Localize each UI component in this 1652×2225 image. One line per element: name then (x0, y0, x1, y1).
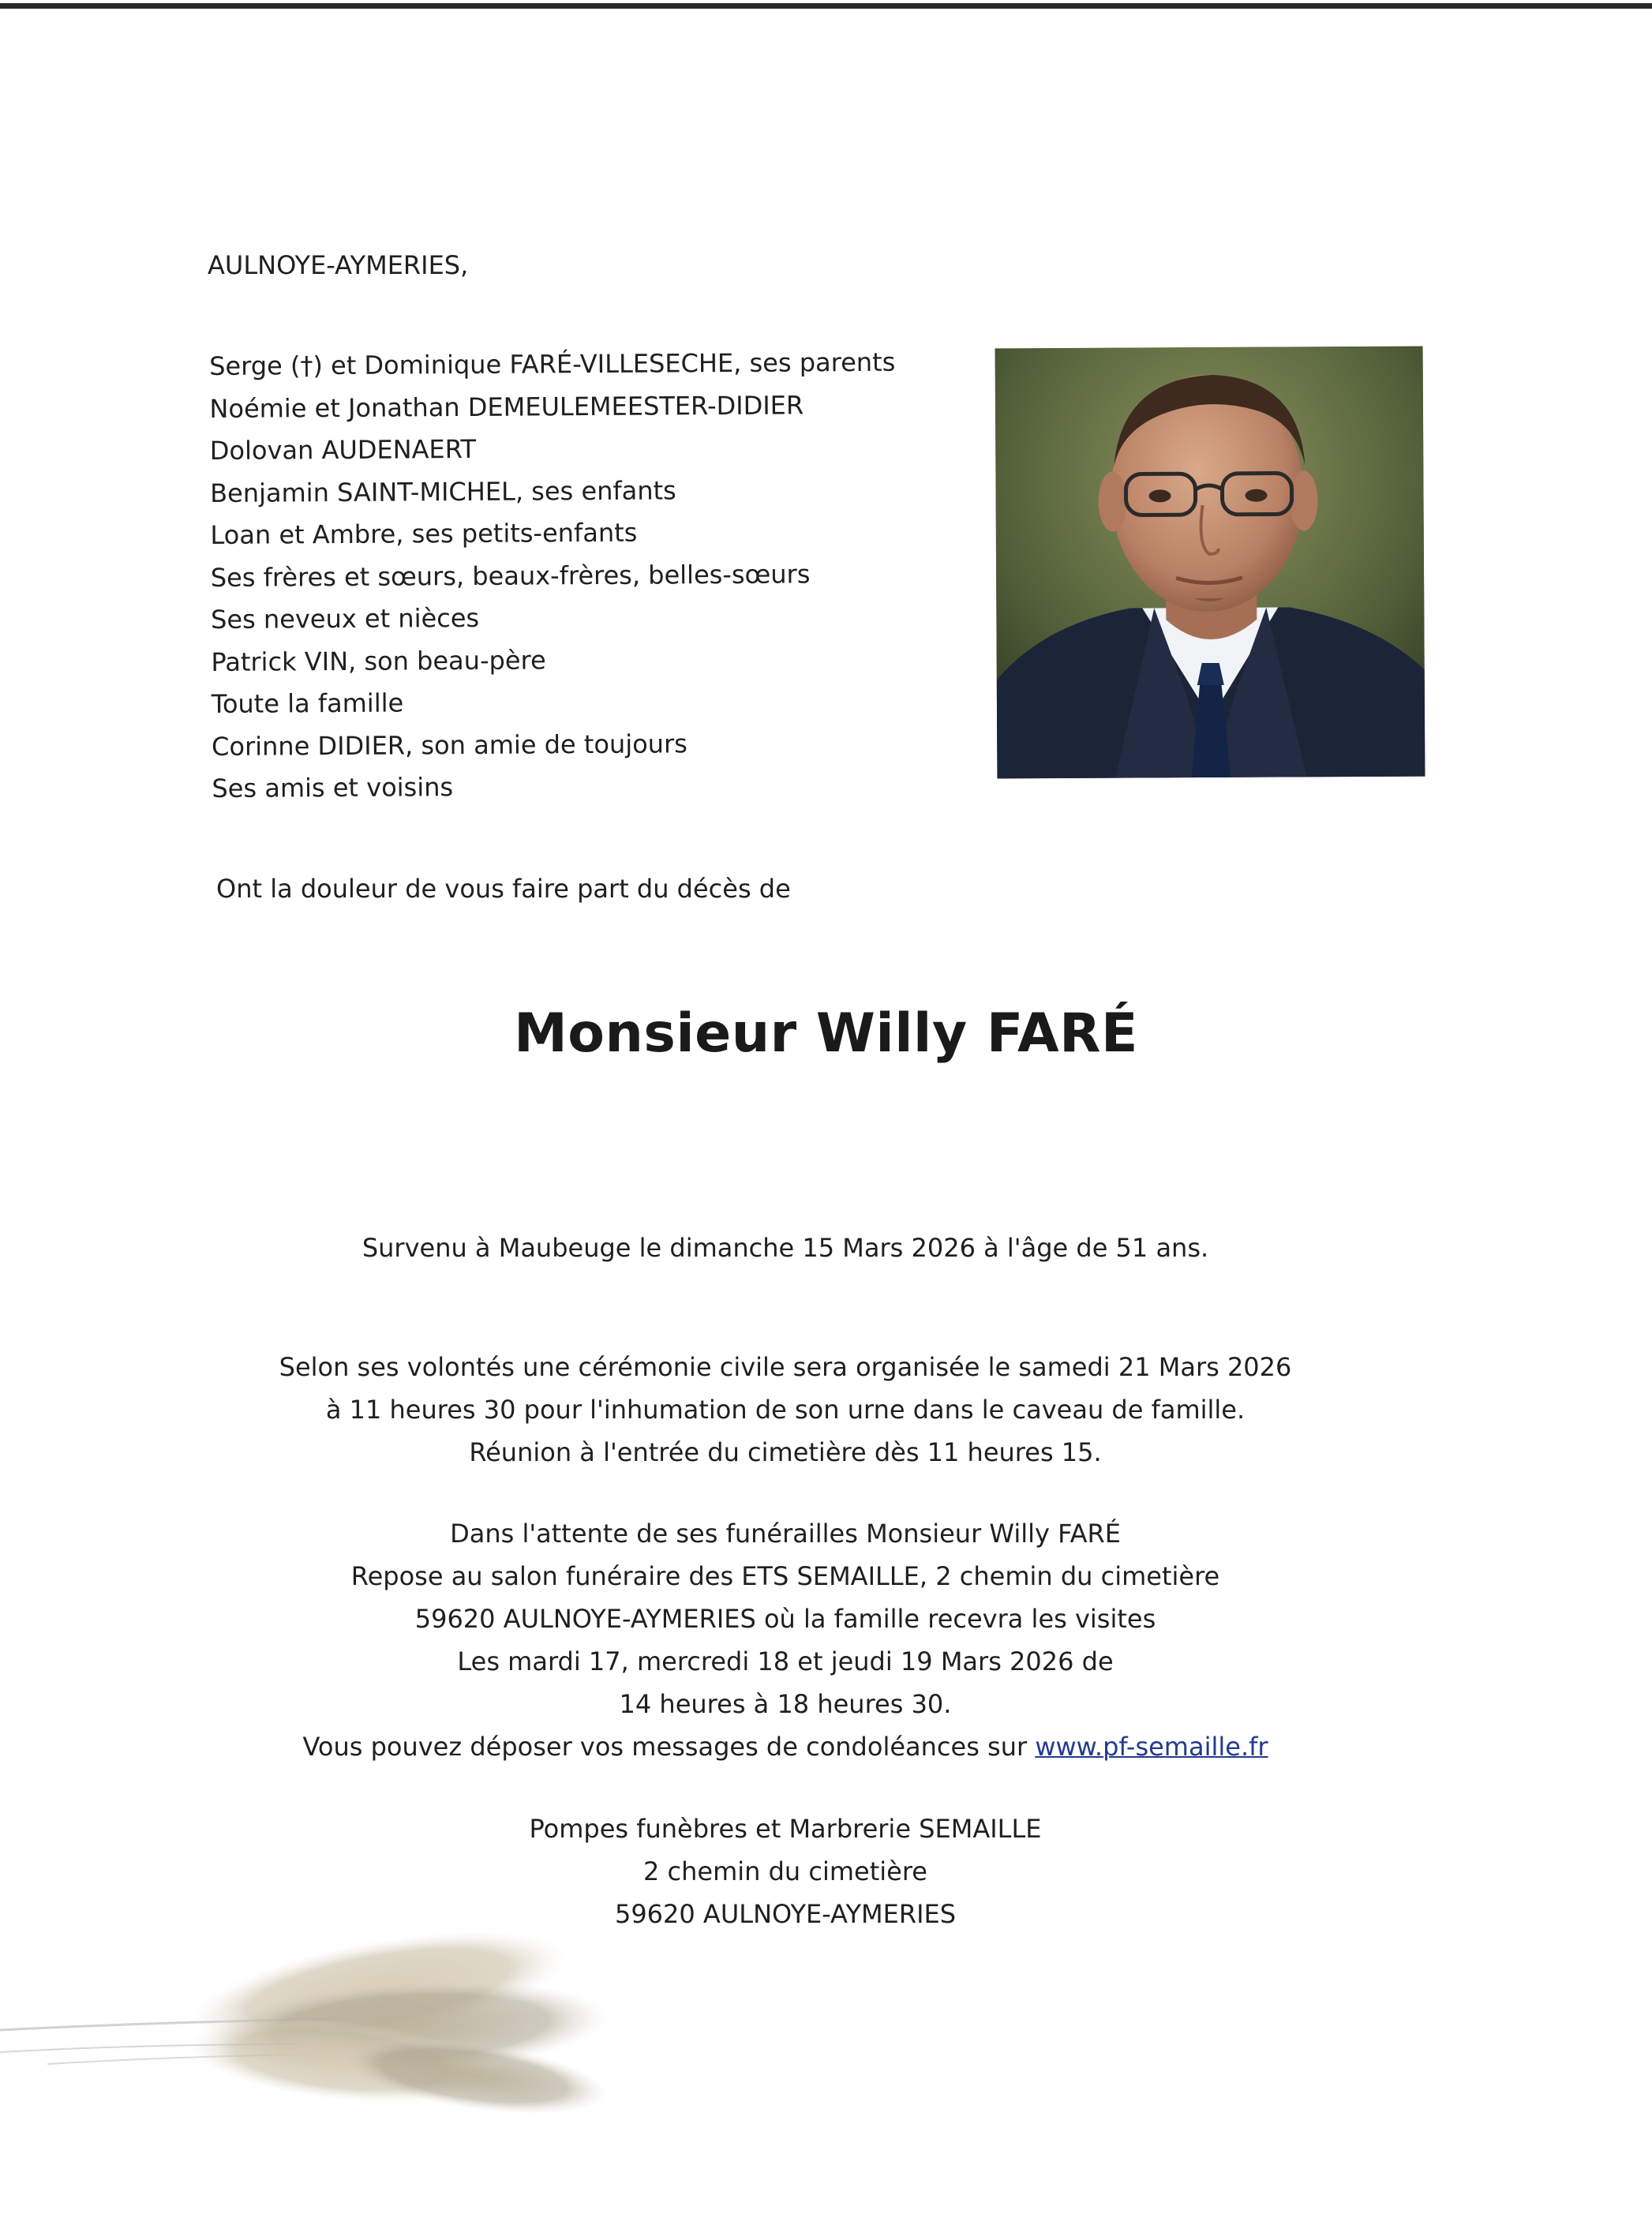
family-line: Loan et Ambre, ses petits-enfants (210, 517, 638, 550)
condolences-text: Vous pouvez déposer vos messages de condoléances sur (302, 1732, 1028, 1762)
family-line: Corinne DIDIER, son amie de toujours (211, 728, 687, 762)
family-line: Toute la famille (211, 687, 404, 719)
family-line: Noémie et Jonathan DEMEULEMEESTER-DIDIER (209, 389, 804, 424)
company-address (0, 1807, 1571, 1935)
portrait-photo (995, 346, 1425, 779)
rest-line: Repose au salon funéraire des ETS SEMAILLE, 2 chemin du cimetière (350, 1561, 1220, 1591)
portrait-icon (995, 346, 1425, 779)
announcement-intro: Ont la douleur de vous faire part du décès de (216, 874, 791, 904)
family-line: Benjamin SAINT-MICHEL, ses enfants (210, 474, 676, 508)
ceremony-line: à 11 heures 30 pour l'inhumation de son urne dans le caveau de famille. (325, 1395, 1246, 1425)
family-line: Serge (†) et Dominique FARÉ-VILLESECHE, ses parents (209, 346, 896, 381)
dried-grass-decoration-icon (0, 1926, 710, 2225)
top-border (0, 3, 1652, 9)
company-city: 59620 AULNOYE-AYMERIES (614, 1899, 957, 1929)
death-notice-line: Survenu à Maubeuge le dimanche 15 Mars 2026 à l'âge de 51 ans. (361, 1233, 1209, 1263)
ceremony-details (0, 1346, 1571, 1474)
condolences-link[interactable]: www.pf-semaille.fr (1035, 1732, 1268, 1762)
ceremony-line: Réunion à l'entrée du cimetière dès 11 heures 15. (469, 1437, 1102, 1467)
death-notice (0, 1227, 1571, 1269)
ceremony-line: Selon ses volontés une cérémonie civile sera organisée le samedi 21 Mars 2026 (279, 1352, 1292, 1382)
funeral-home-details (0, 1512, 1571, 1768)
deceased-name: Monsieur Willy FARÉ (514, 1002, 1138, 1065)
rest-line: 59620 AULNOYE-AYMERIES où la famille recevra les visites (414, 1604, 1156, 1634)
family-line: Patrick VIN, son beau-père (211, 644, 546, 677)
rest-line: Dans l'attente de ses funérailles Monsieur Willy FARÉ (450, 1519, 1121, 1549)
family-line: Ses neveux et nièces (211, 602, 480, 635)
place-heading: AULNOYE-AYMERIES, (208, 250, 469, 280)
condolences-line (0, 1725, 1571, 1768)
family-line: Ses frères et sœurs, beaux-frères, belles-sœurs (210, 558, 811, 593)
family-list (209, 342, 898, 811)
family-line: Ses amis et voisins (212, 772, 454, 803)
rest-line: Les mardi 17, mercredi 18 et jeudi 19 Mars 2026 de (457, 1646, 1114, 1676)
company-street: 2 chemin du cimetière (643, 1856, 927, 1886)
family-line: Dolovan AUDENAERT (209, 433, 477, 466)
rest-line: 14 heures à 18 heures 30. (619, 1689, 952, 1719)
company-name: Pompes funèbres et Marbrerie SEMAILLE (529, 1814, 1042, 1844)
